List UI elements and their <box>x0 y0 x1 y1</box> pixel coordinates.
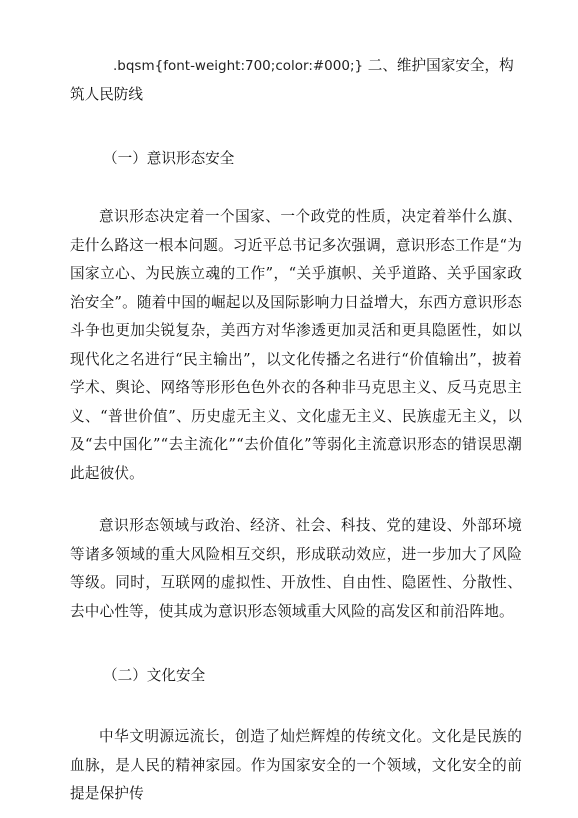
css-artifact-text: .bqsm{font-weight:700;color:#000;} <box>113 58 364 74</box>
subsection-title-culture: （二）文化安全 <box>103 667 206 684</box>
section-heading: 二、维护国家安全，构筑人民防线 <box>70 57 514 103</box>
paragraph-culture-1: 中华文明源远流长，创造了灿烂辉煌的传统文化。文化是民族的血脉，是人民的精神家园。作为国家安全的一个领域，文化安全的前提是保护传 <box>70 728 522 802</box>
section-heading-line <box>70 52 522 109</box>
paragraph-ideology-2: 意识形态领域与政治、经济、社会、科技、党的建设、外部环境等诸多领域的重大风险相互交织，形成联动效应，进一步加大了风险等级。同时，互联网的虚拟性、开放性、自由性、隐匿性、分散性、去中心性等，使其成为意识形态领域重大风险的高发区和前沿阵地。 <box>70 517 522 620</box>
paragraph-ideology-1: 意识形态决定着一个国家、一个政党的性质，决定着举什么旗、走什么路这一根本问题。习近平总书记多次强调，意识形态工作是“为国家立心、为民族立魂的工作”，“关乎旗帜、关乎道路、关乎国家政治安全”。随着中国的崛起以及国际影响力日益增大，东西方意识形态斗争也更加尖锐复杂，美西方对华渗透更加灵活和更具隐匿性，如以现代化之名进行“民主输出”，以文化传播之名进行“价值输出”，披着学术、舆论、网络等形形色色外衣的各种非马克思主义、反马克思主义、“普世价值”、历史虚无主义、文化虚无主义、民族虚无主义，以及“去中国化”“去主流化”“去价值化”等弱化主流意识形态的错误思潮此起彼伏。 <box>70 208 522 482</box>
subsection-title-ideology: （一）意识形态安全 <box>103 150 235 167</box>
